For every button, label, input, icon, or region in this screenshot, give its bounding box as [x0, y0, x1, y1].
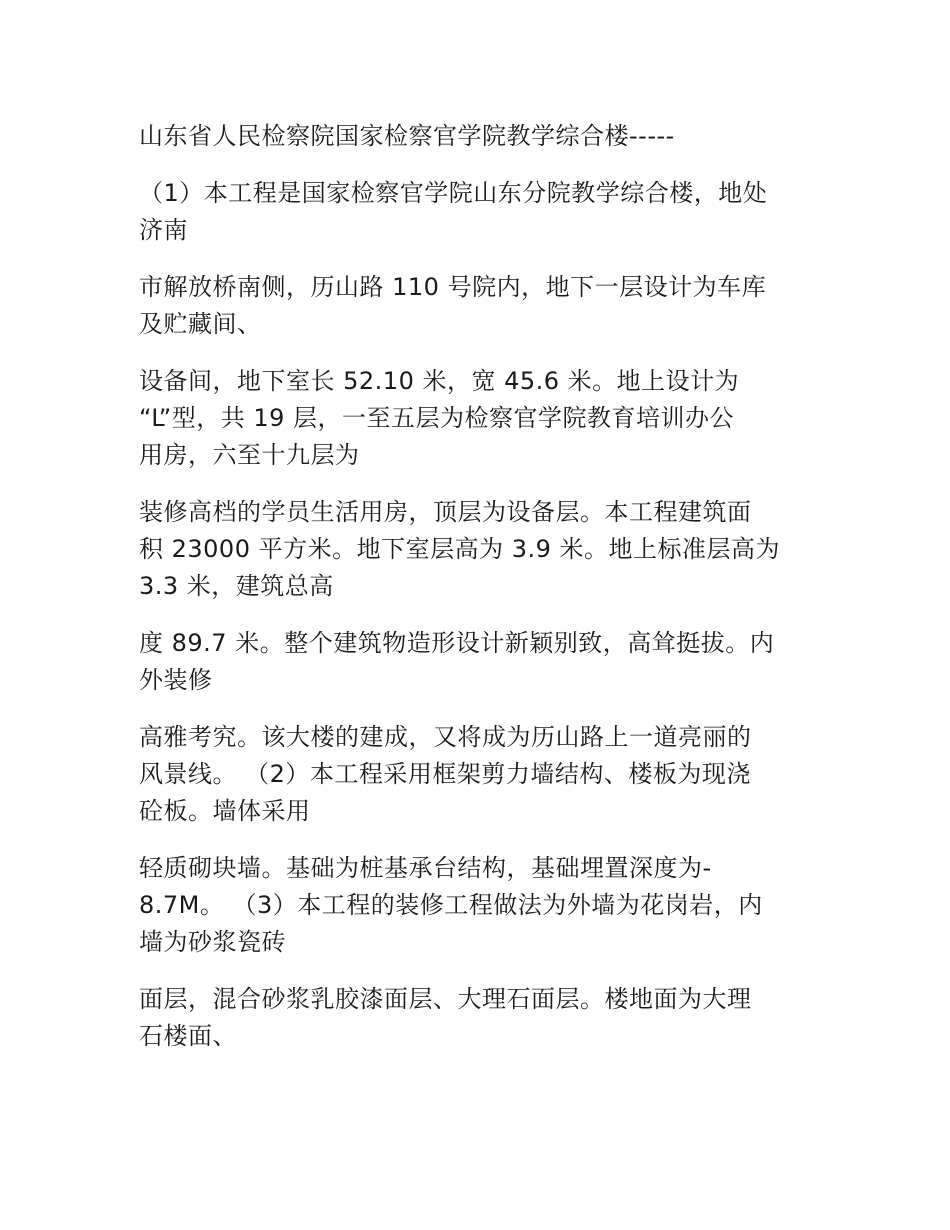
text-line: 石楼面、	[139, 1022, 237, 1050]
text-line: 面层，混合砂浆乳胶漆面层、大理石面层。楼地面为大理	[139, 985, 752, 1013]
text-line: 用房，六至十九层为	[139, 441, 360, 469]
text-line: 外装修	[139, 666, 213, 694]
paragraph-5	[139, 625, 819, 699]
text-line: 市解放桥南侧，历山路 110 号院内，地下一层设计为车库	[139, 273, 767, 301]
paragraph-1	[139, 175, 819, 249]
document-title	[139, 118, 819, 155]
paragraph-2	[139, 269, 819, 343]
paragraph-3	[139, 363, 819, 474]
text-line: 8.7M。 （3）本工程的装修工程做法为外墙为花岗岩，内	[139, 891, 763, 919]
text-line: 及贮藏间、	[139, 310, 262, 338]
text-line: 积 23000 平方米。地下室层高为 3.9 米。地上标准层高为	[139, 535, 781, 563]
document-body	[139, 118, 819, 1075]
paragraph-7	[139, 850, 819, 961]
text-line: 砼板。墙体采用	[139, 797, 311, 825]
text-line: （1）本工程是国家检察官学院山东分院教学综合楼，地处	[139, 179, 768, 207]
text-line: 墙为砂浆瓷砖	[139, 928, 286, 956]
text-line: 济南	[139, 216, 188, 244]
text-line: 山东省人民检察院国家检察官学院教学综合楼-----	[139, 122, 675, 150]
text-line: 装修高档的学员生活用房，顶层为设备层。本工程建筑面	[139, 498, 752, 526]
text-line: 风景线。 （2）本工程采用框架剪力墙结构、楼板为现浇	[139, 760, 751, 788]
text-line: 3.3 米，建筑总高	[139, 572, 334, 600]
text-line: 高雅考究。该大楼的建成，又将成为历山路上一道亮丽的	[139, 723, 752, 751]
text-line: 轻质砌块墙。基础为桩基承台结构，基础埋置深度为-	[139, 854, 712, 882]
paragraph-8	[139, 981, 819, 1055]
text-line: “L”型，共 19 层，一至五层为检察官学院教育培训办公	[139, 404, 734, 432]
text-line: 设备间，地下室长 52.10 米，宽 45.6 米。地上设计为	[139, 367, 740, 395]
text-line: 度 89.7 米。整个建筑物造形设计新颖别致，高耸挺拔。内	[139, 629, 775, 657]
paragraph-4	[139, 494, 819, 605]
paragraph-6	[139, 719, 819, 830]
